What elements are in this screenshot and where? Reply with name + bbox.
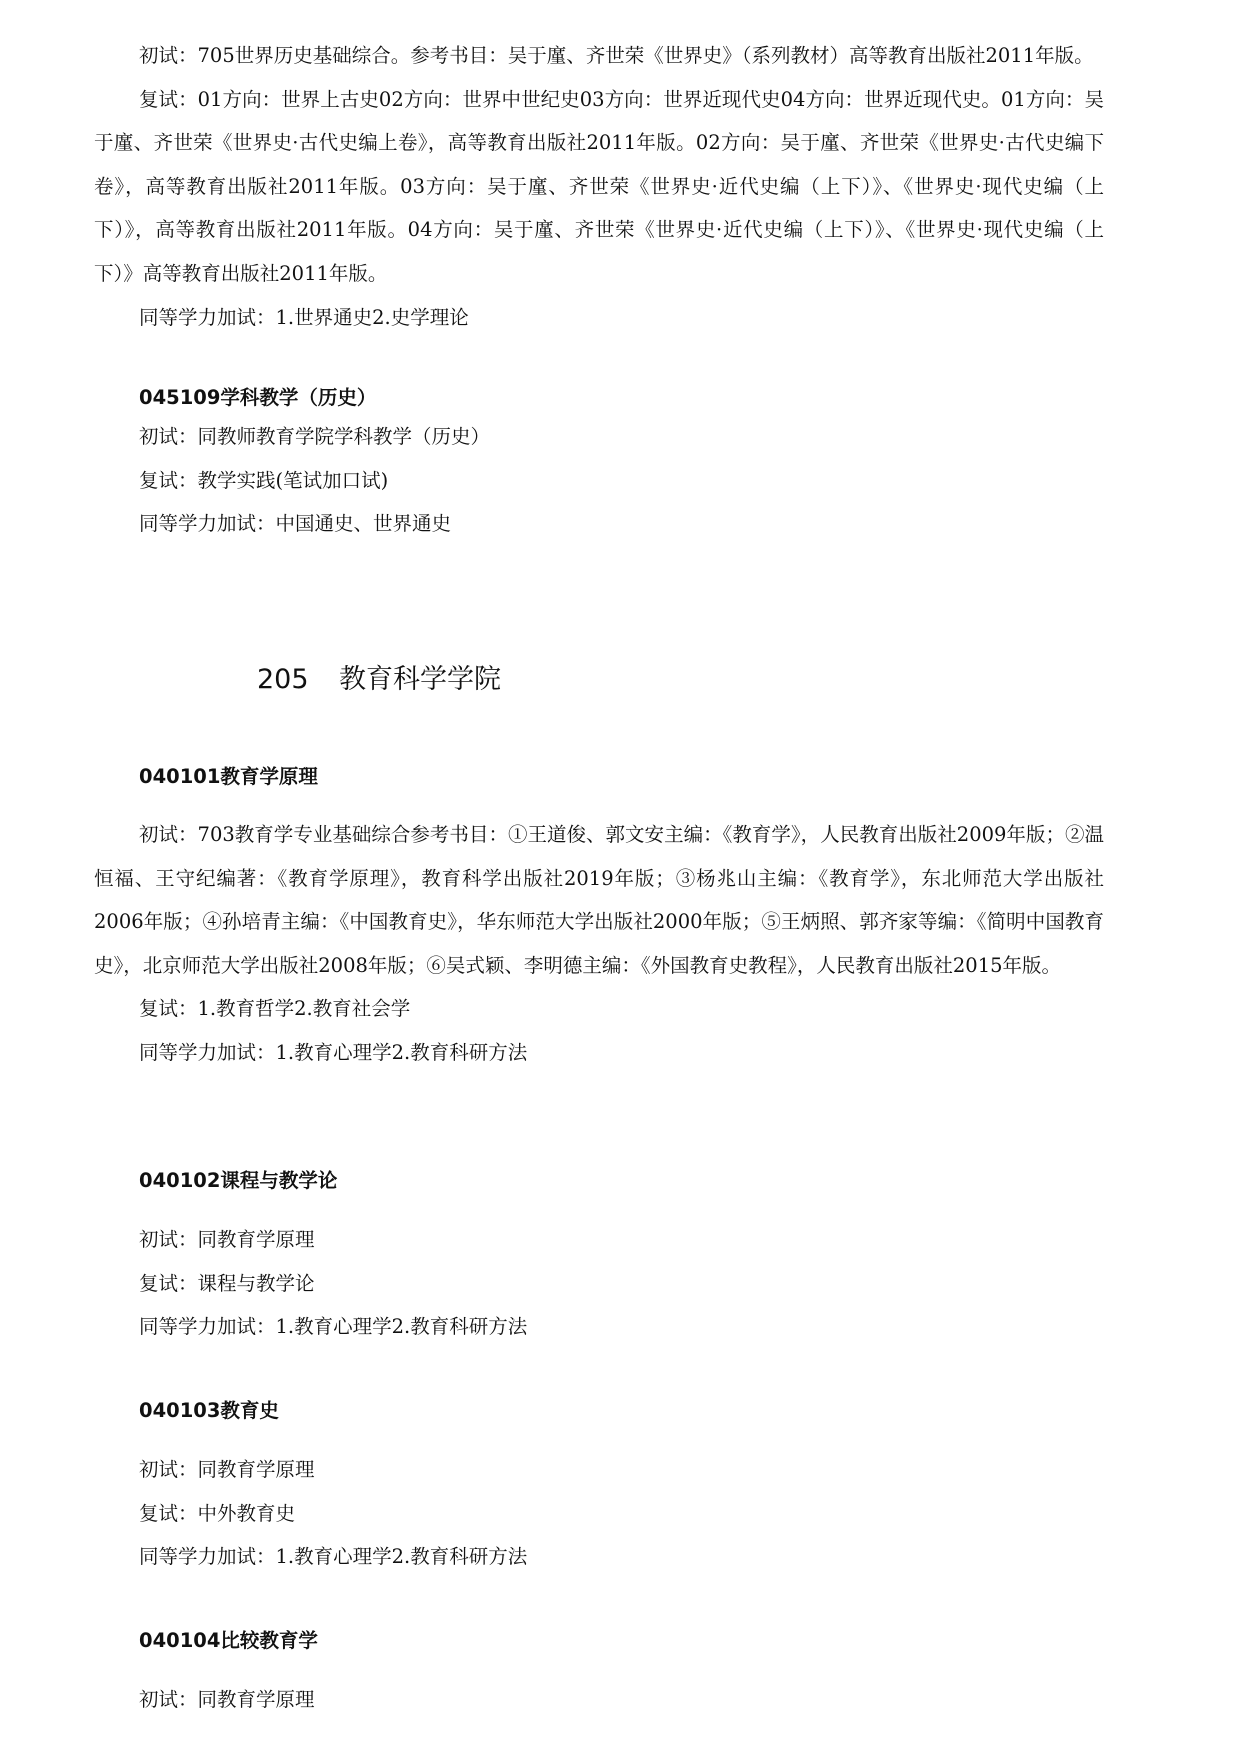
major-040102-block (94, 1218, 1104, 1349)
initial-exam-paragraph: 初试：703教育学专业基础综合参考书目：①王道俊、郭文安主编：《教育学》，人民教育出版社2009年版；②温恒福、王守纪编著：《教育学原理》，教育科学出版社2019年版；③杨兆山主编：《教育学》，东北师范大学出版社2006年版；④孙培青主编：《中国教育史》，华东师范大学出版社2000年版；⑤王炳照、郭齐家等编：《简明中国教育史》，北京师范大学出版社2008年版；⑥吴式颖、李明德主编：《外国教育史教程》，人民教育出版社2015年版。 (94, 823, 1104, 977)
equivalent-exam-line: 同等学力加试：1.世界通史2.史学理论 (139, 305, 469, 329)
retest-line: 复试：1.教育哲学2.教育社会学 (139, 997, 411, 1021)
equivalent-exam-line: 同等学力加试：1.教育心理学2.教育科研方法 (139, 1545, 528, 1569)
major-heading-040104: 040104比较教育学 (139, 1629, 318, 1652)
major-040104-block (94, 1678, 1104, 1722)
major-heading-040101: 040101教育学原理 (139, 765, 318, 788)
world-history-block (94, 34, 1104, 339)
section-name: 教育科学学院 (339, 664, 501, 695)
major-040101-block (94, 813, 1104, 1075)
initial-exam-line: 初试：同教育学原理 (139, 1458, 315, 1481)
equivalent-exam-line: 同等学力加试：中国通史、世界通史 (139, 512, 452, 536)
initial-exam-line: 初试：同教育学原理 (139, 1228, 315, 1251)
major-heading-045109: 045109学科教学（历史） (139, 386, 377, 409)
section-code: 205 (257, 664, 309, 695)
initial-exam-line: 初试：同教育学原理 (139, 1688, 315, 1711)
retest-line: 复试：教学实践(笔试加口试) (139, 468, 389, 492)
retest-paragraph: 复试：01方向：世界上古史02方向：世界中世纪史03方向：世界近现代史04方向：世界近现代史。01方向：吴于廑、齐世荣《世界史·古代史编上卷》，高等教育出版社2011年版。02方向：吴于廑、齐世荣《世界史·古代史编下卷》，高等教育出版社2011年版。03方向：吴于廑、齐世荣《世界史·近代史编（上下）》、《世界史·现代史编（上下）》，高等教育出版社2011年版。04方向：吴于廑、齐世荣《世界史·近代史编（上下）》、《世界史·现代史编（上下）》高等教育出版社2011年版。 (94, 87, 1104, 285)
initial-exam-paragraph: 初试：705世界历史基础综合。参考书目：吴于廑、齐世荣《世界史》（系列教材）高等教育出版社2011年版。 (139, 44, 1094, 67)
major-045109-block (94, 415, 1104, 546)
major-heading-040102: 040102课程与教学论 (139, 1169, 338, 1192)
retest-line: 复试：课程与教学论 (139, 1271, 315, 1295)
equivalent-exam-line: 同等学力加试：1.教育心理学2.教育科研方法 (139, 1315, 528, 1339)
retest-line: 复试：中外教育史 (139, 1501, 296, 1525)
equivalent-exam-line: 同等学力加试：1.教育心理学2.教育科研方法 (139, 1040, 528, 1064)
major-heading-040103: 040103教育史 (139, 1399, 279, 1422)
section-title (257, 660, 501, 700)
major-040103-block (94, 1448, 1104, 1579)
initial-exam-line: 初试：同教师教育学院学科教学（历史） (139, 425, 491, 448)
